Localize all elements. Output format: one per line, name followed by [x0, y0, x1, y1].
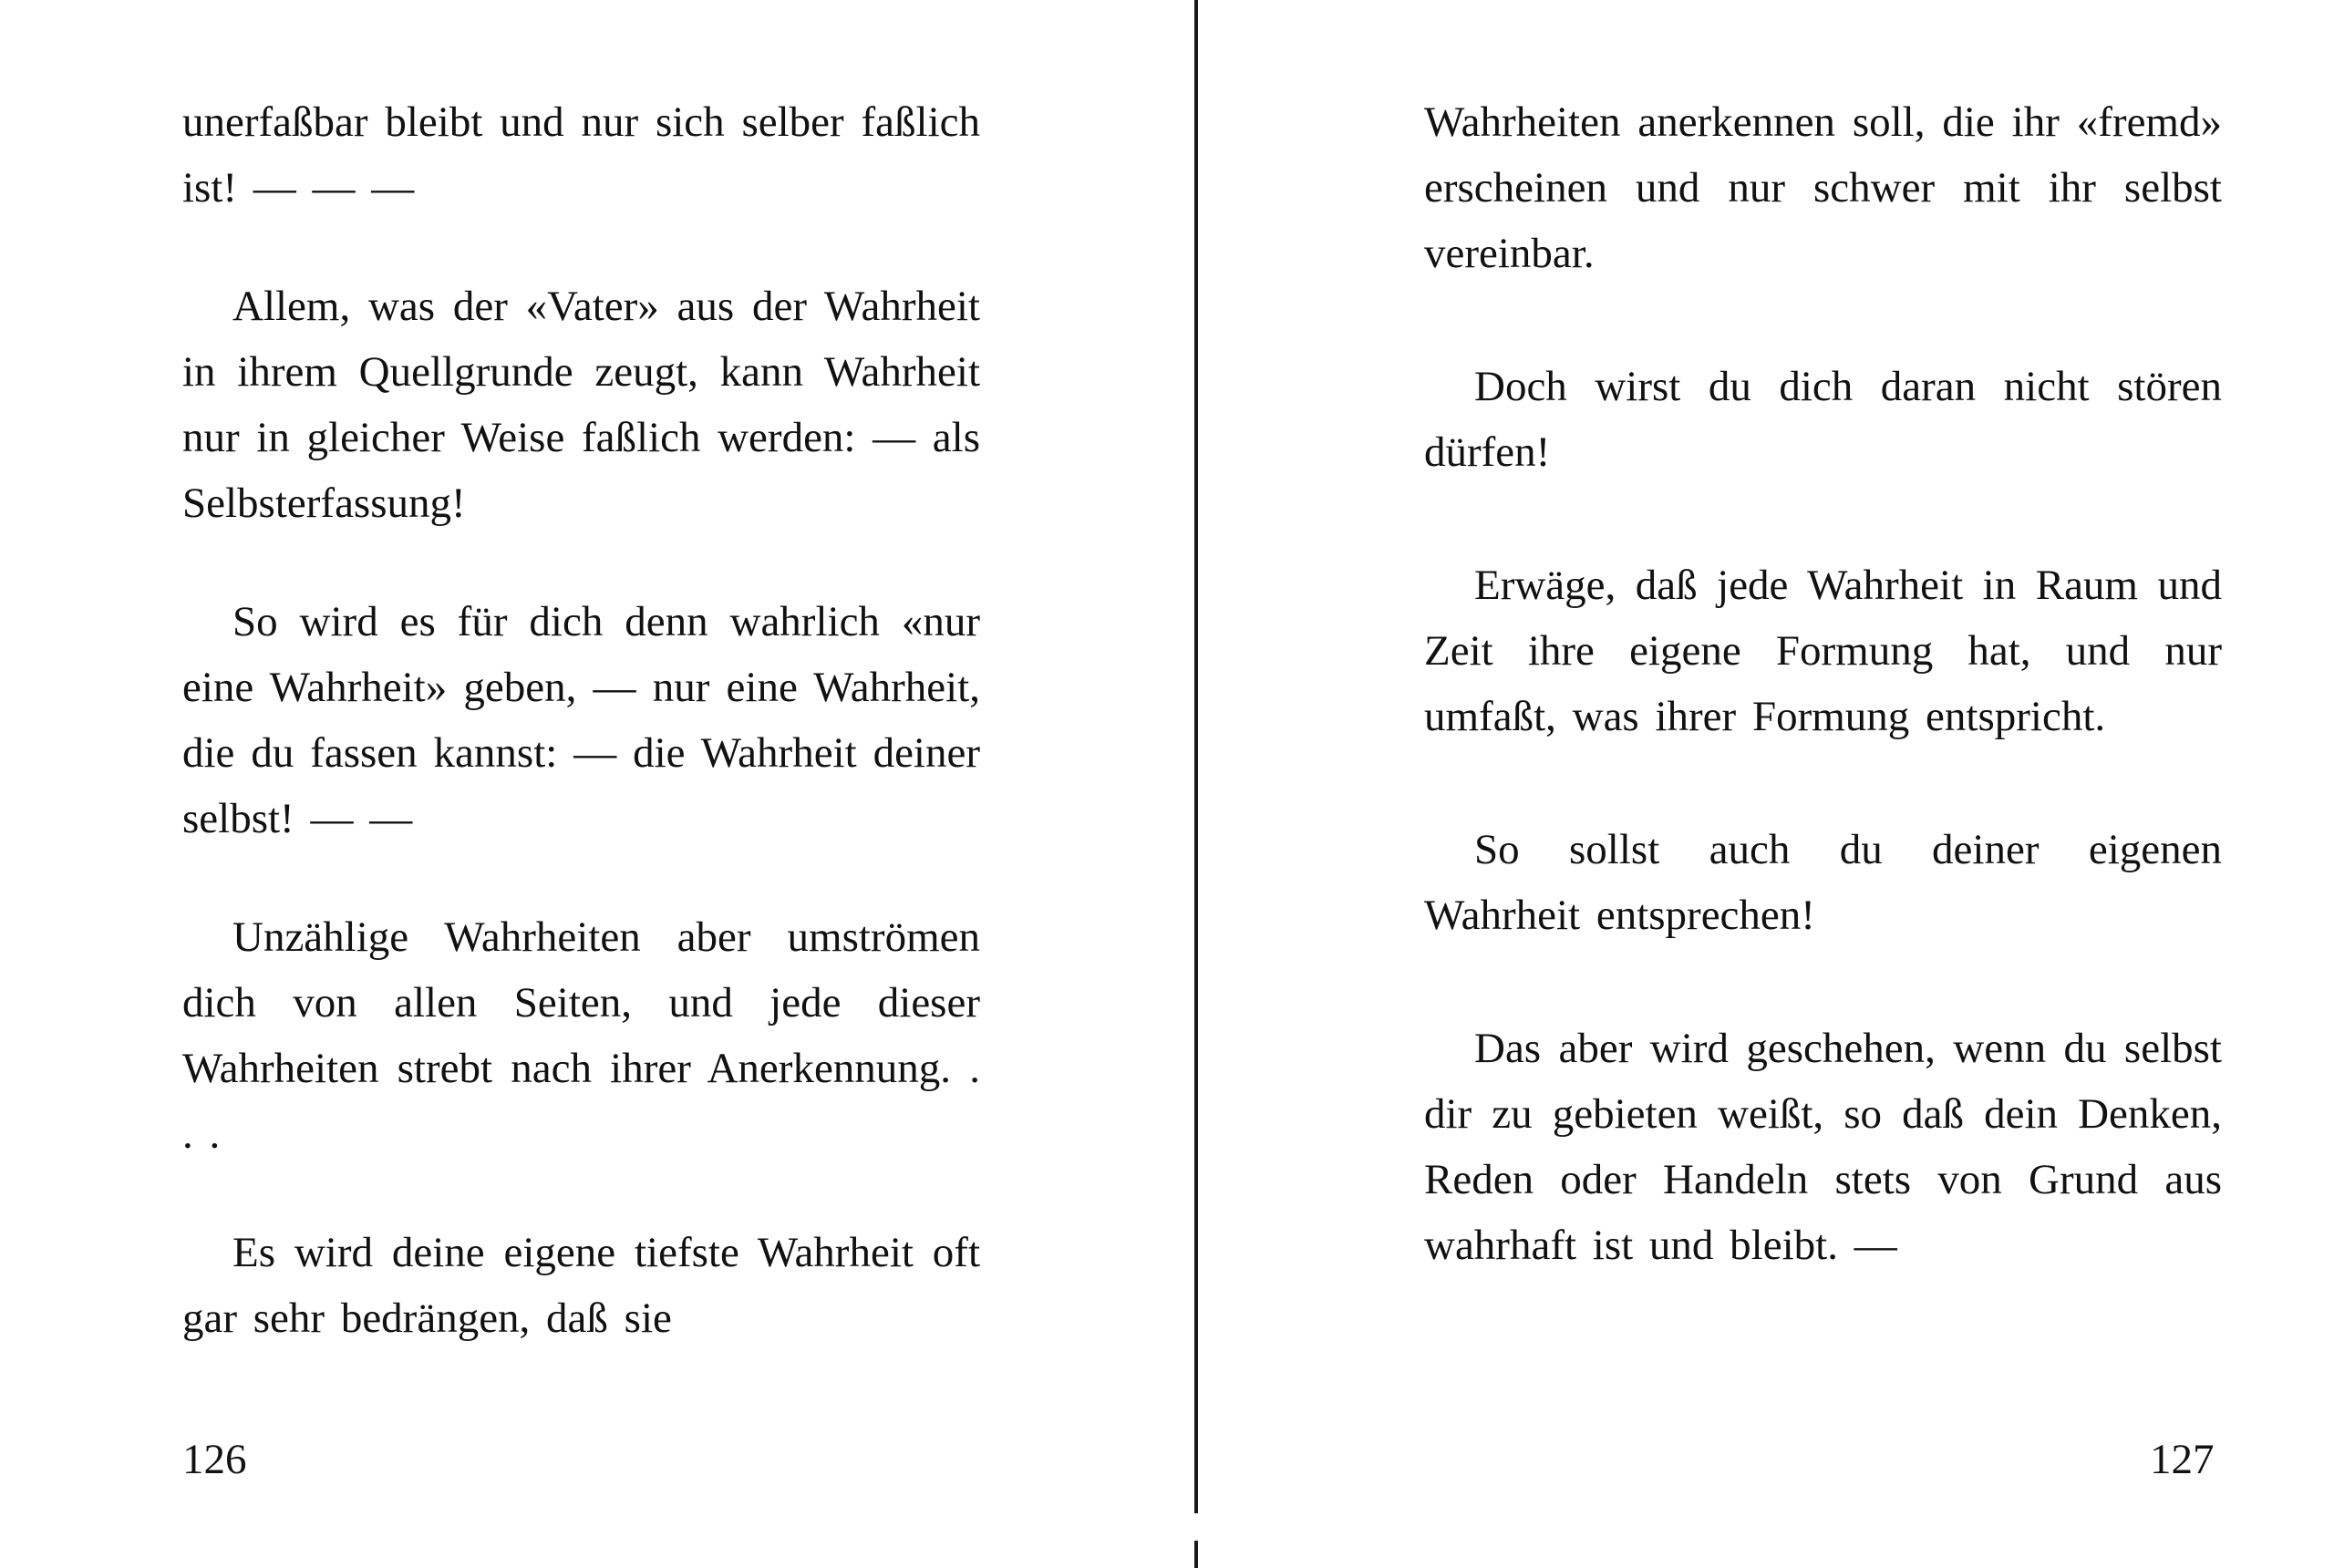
gutter-line: [1194, 0, 1198, 1513]
right-paragraph-2: Doch wirst du dich daran nicht stören dürfen!: [1424, 363, 2222, 476]
right-paragraph-3: Erwäge, daß jede Wahrheit in Raum und Zeit ihre eigene Formung hat, und nur umfaßt, was ihrer Formung entspricht.: [1424, 562, 2222, 740]
right-paragraph-5: Das aber wird geschehen, wenn du selbst dir zu gebieten weißt, so daß dein Denken, Reden oder Handeln stets von Grund aus wahrhaft ist und bleibt. —: [1424, 1025, 2222, 1269]
left-page-number: 126: [182, 1436, 247, 1483]
right-paragraph-1: Wahrheiten anerkennen soll, die ihr «fremd» erscheinen und nur schwer mit ihr selbst vereinbar.: [1424, 98, 2222, 277]
right-page: [1424, 89, 2222, 1493]
left-paragraph-1: unerfaßbar bleibt und nur sich selber faßlich ist! — — —: [182, 98, 980, 211]
gutter-line-tail: [1194, 1541, 1198, 1568]
right-page-number: 127: [2150, 1436, 2215, 1483]
left-page: [182, 89, 980, 1493]
left-paragraph-5: Es wird deine eigene tiefste Wahrheit oft gar sehr bedrängen, daß sie: [182, 1229, 980, 1342]
left-paragraph-2: Allem, was der «Vater» aus der Wahrheit in ihrem Quellgrunde zeugt, kann Wahrheit nur in gleicher Weise faßlich werden: — als Selbsterfassung!: [182, 283, 980, 527]
left-paragraph-3: So wird es für dich denn wahrlich «nur eine Wahrheit» geben, — nur eine Wahrheit, die du fassen kannst: — die Wahrheit deiner selbst! — —: [182, 598, 980, 842]
right-paragraph-4: So sollst auch du deiner eigenen Wahrheit entsprechen!: [1424, 826, 2222, 939]
left-paragraph-4: Unzählige Wahrheiten aber umströmen dich von allen Seiten, und jede dieser Wahrheiten strebt nach ihrer Anerkennung. . . .: [182, 913, 980, 1158]
